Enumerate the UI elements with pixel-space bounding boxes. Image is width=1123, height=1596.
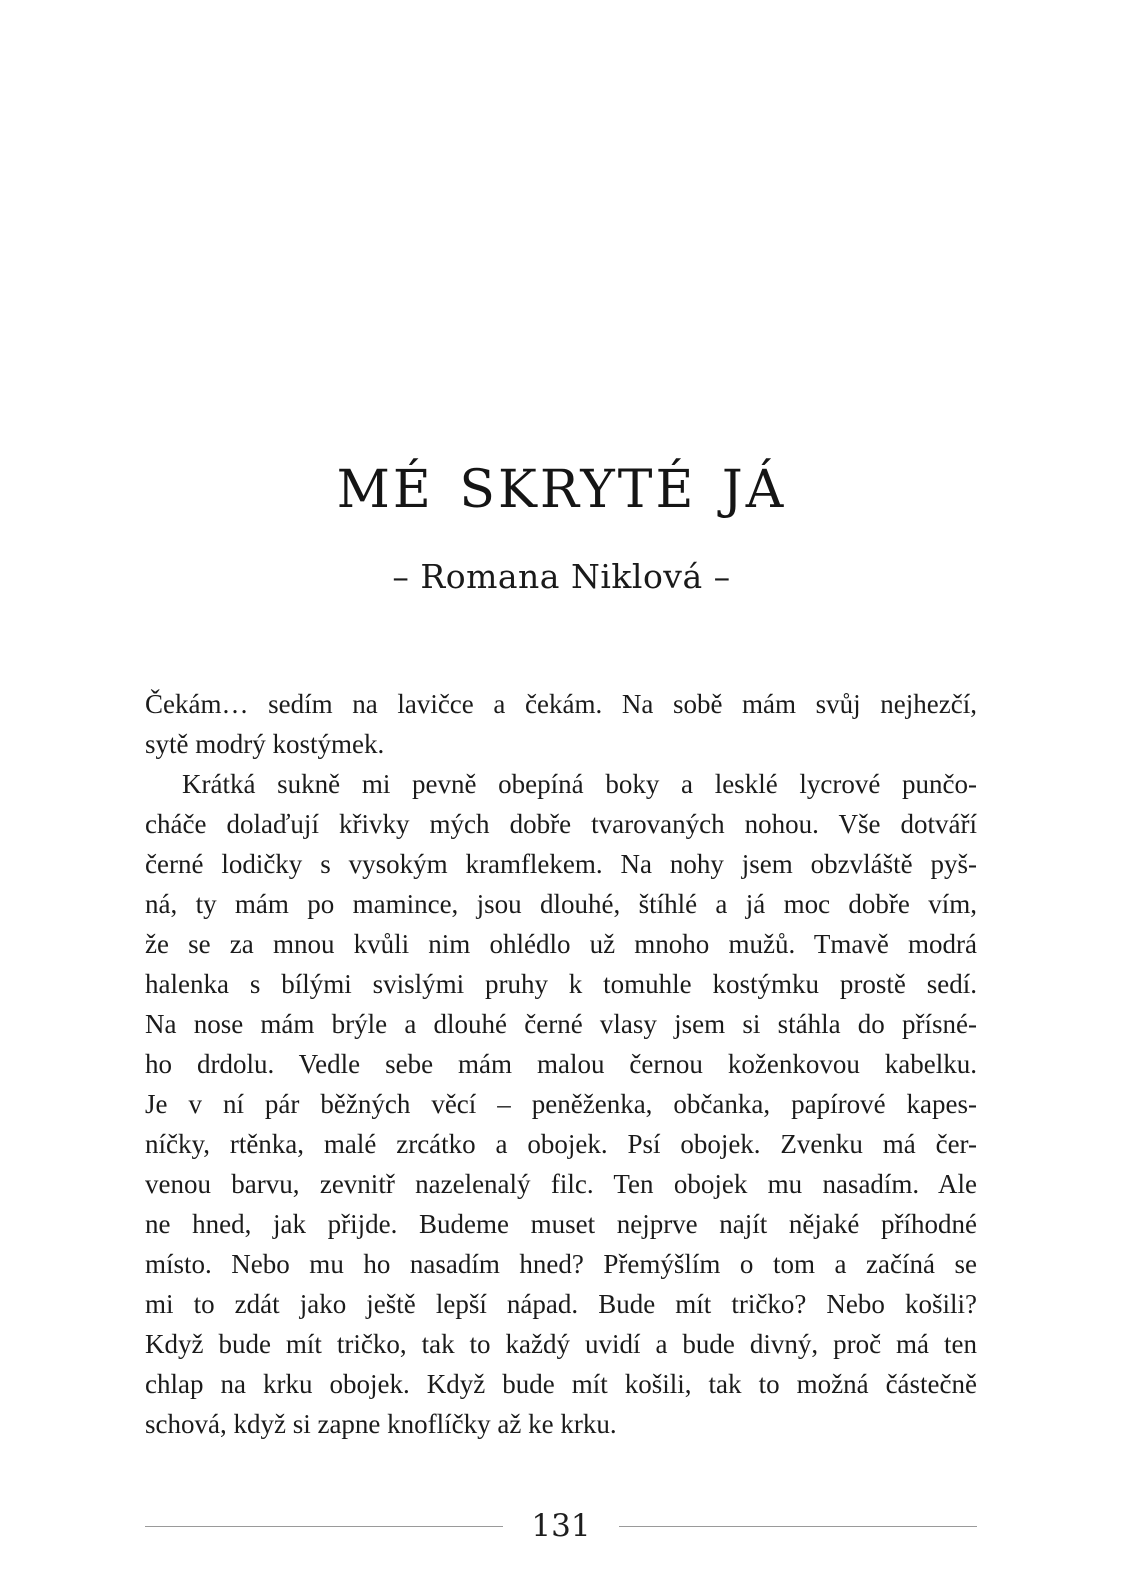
text-line: Čekám… sedím na lavičce a čekám. Na sobě mám svůj nejhezčí, [145, 689, 977, 719]
text-line: místo. Nebo mu ho nasadím hned? Přemýšlím o tom a začíná se [145, 1249, 977, 1279]
text-line: chlap na krku obojek. Když bude mít košili, tak to možná částečně [145, 1369, 977, 1399]
text-line: cháče dolaďují křivky mých dobře tvarovaných nohou. Vše dotváří [145, 809, 977, 839]
text-line: Je v ní pár běžných věcí – peněženka, občanka, papírové kapes- [145, 1089, 977, 1119]
text-line: ho drdolu. Vedle sebe mám malou černou koženkovou kabelku. [145, 1049, 977, 1079]
chapter-title: MÉ SKRYTÉ JÁ [336, 460, 787, 520]
text-line: níčky, rtěnka, malé zrcátko a obojek. Psí obojek. Zvenku má čer- [145, 1129, 977, 1159]
text-line: mi to zdát jako ještě lepší nápad. Bude mít tričko? Nebo košili? [145, 1289, 977, 1319]
footer-rule-right [619, 1526, 977, 1527]
text-line: sytě modrý kostýmek. [145, 729, 385, 759]
text-line: schová, když si zapne knoflíčky až ke krku. [145, 1409, 617, 1439]
text-line: Na nose mám brýle a dlouhé černé vlasy jsem si stáhla do přísné- [145, 1009, 977, 1039]
footer-rule-left [145, 1526, 503, 1527]
text-line: venou barvu, zevnitř nazelenalý filc. Ten obojek mu nasadím. Ale [145, 1169, 977, 1199]
page-footer [145, 1506, 977, 1546]
text-line: halenka s bílými svislými pruhy k tomuhle kostýmku prostě sedí. [145, 969, 977, 999]
text-line: ne hned, jak přijde. Budeme muset nejprve najít nějaké příhodné [145, 1209, 977, 1239]
text-line: Když bude mít tričko, tak to každý uvidí a bude divný, proč má ten [145, 1329, 977, 1359]
author-name: – Romana Niklová – [392, 557, 731, 596]
page-number: 131 [531, 1507, 591, 1544]
text-line: Krátká sukně mi pevně obepíná boky a lesklé lycrové punčo- [182, 769, 977, 799]
text-line: že se za mnou kvůli nim ohlédlo už mnoho mužů. Tmavě modrá [145, 929, 977, 959]
text-line: černé lodičky s vysokým kramflekem. Na nohy jsem obzvláště pyš- [145, 849, 977, 879]
body-text [145, 684, 977, 1444]
text-line: ná, ty mám po mamince, jsou dlouhé, štíhlé a já moc dobře vím, [145, 889, 977, 919]
